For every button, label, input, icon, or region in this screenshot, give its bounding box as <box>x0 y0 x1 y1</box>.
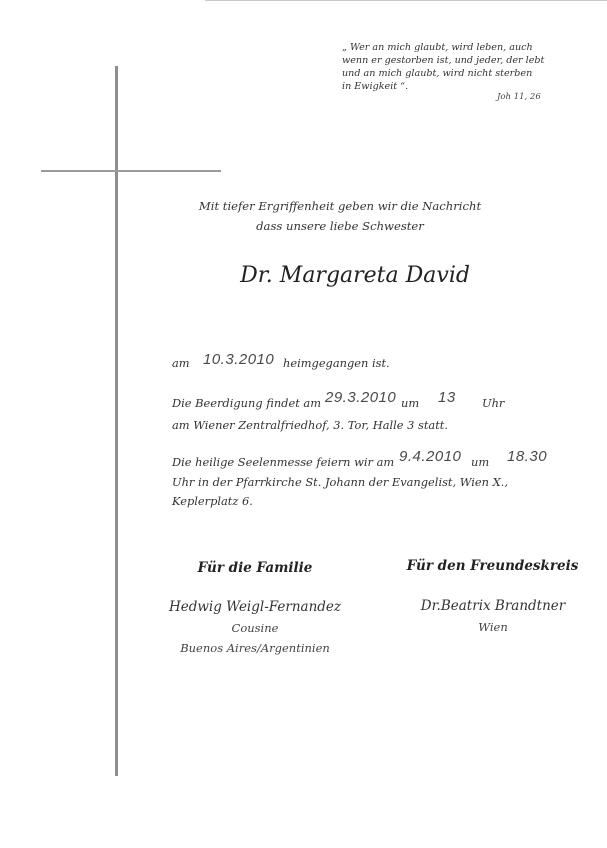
funeral-uhr: Uhr <box>482 396 505 410</box>
family-signer-name: Hedwig Weigl-Fernandez <box>168 599 342 615</box>
death-prefix: am <box>172 356 190 370</box>
cross-horizontal-bar <box>41 170 221 172</box>
funeral-date-handwritten: 29.3.2010 <box>325 389 397 406</box>
quote-line: wenn er gestorben ist, und jeder, der lebt <box>342 55 545 66</box>
family-heading: Für die Familie <box>197 560 313 576</box>
deceased-name: Dr. Margareta David <box>240 263 470 288</box>
friends-signer-place: Wien <box>478 620 508 634</box>
intro-line-2: dass unsere liebe Schwester <box>256 219 424 233</box>
intro-line-1: Mit tiefer Ergriffenheit geben wir die Nachricht <box>198 199 482 213</box>
mass-date-handwritten: 9.4.2010 <box>399 448 462 465</box>
scan-edge-line <box>205 0 607 1</box>
quote-reference: Joh 11, 26 <box>497 92 541 102</box>
mass-um: um <box>471 455 490 469</box>
cross-vertical-bar <box>115 66 118 776</box>
death-suffix: heimgegangen ist. <box>283 356 390 370</box>
funeral-um: um <box>401 396 420 410</box>
family-signer-place: Buenos Aires/Argentinien <box>180 641 330 655</box>
friends-heading: Für den Freundeskreis <box>406 558 579 574</box>
death-date-handwritten: 10.3.2010 <box>203 351 275 368</box>
bible-quote <box>342 41 582 93</box>
mass-prefix: Die heilige Seelenmesse feiern wir am <box>172 455 395 469</box>
quote-line: und an mich glaubt, wird nicht sterben <box>342 68 533 79</box>
funeral-time-handwritten: 13 <box>438 389 456 406</box>
mass-time-handwritten: 18.30 <box>507 448 548 465</box>
family-signer-relation: Cousine <box>231 621 279 635</box>
funeral-prefix: Die Beerdigung findet am <box>172 396 322 410</box>
quote-line: in Ewigkeit “. <box>342 81 409 92</box>
mass-address: Keplerplatz 6. <box>172 494 253 508</box>
funeral-location: am Wiener Zentralfriedhof, 3. Tor, Halle 3 statt. <box>172 418 448 432</box>
mass-church: Uhr in der Pfarrkirche St. Johann der Evangelist, Wien X., <box>172 475 508 489</box>
quote-line: „ Wer an mich glaubt, wird leben, auch <box>342 42 533 53</box>
friends-signer-name: Dr.Beatrix Brandtner <box>420 598 566 614</box>
